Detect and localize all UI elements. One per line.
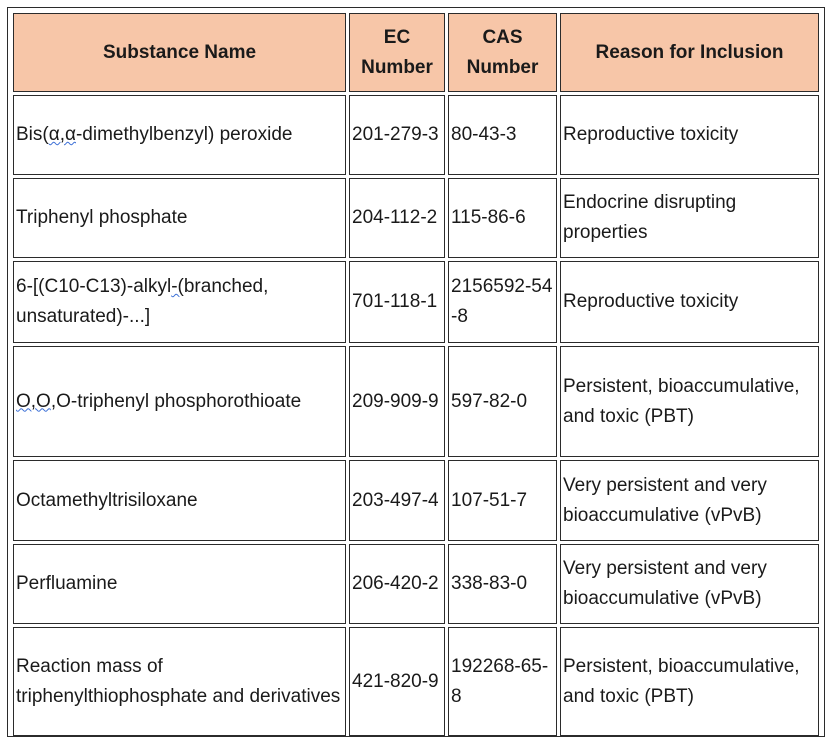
reason-cell[interactable]: Persistent, bioaccumulative, and toxic (PBT) <box>560 627 819 736</box>
ec-number-cell[interactable]: 206-420-2 <box>349 544 445 624</box>
substance-name-cell[interactable] <box>13 95 346 175</box>
name-text: Octamethyltrisiloxane <box>16 489 198 511</box>
cas-number-cell[interactable]: 2156592-54-8 <box>448 261 557 343</box>
cas-number-cell[interactable]: 107-51-7 <box>448 460 557 541</box>
cas-number-cell[interactable]: 115-86-6 <box>448 178 557 258</box>
spellcheck-marked-text: O,O <box>16 390 51 412</box>
ec-number-cell[interactable]: 209-909-9 <box>349 346 445 457</box>
table-row <box>13 178 819 258</box>
header-reason: Reason for Inclusion <box>560 13 819 92</box>
ec-number-cell[interactable]: 201-279-3 <box>349 95 445 175</box>
header-ec-number: EC Number <box>349 13 445 92</box>
ec-number-cell[interactable]: 701-118-1 <box>349 261 445 343</box>
reason-cell[interactable]: Very persistent and very bioaccumulative (vPvB) <box>560 460 819 541</box>
cas-number-cell[interactable]: 597-82-0 <box>448 346 557 457</box>
name-text: 6-[(C10-C13)-alkyl <box>16 276 172 297</box>
header-cas-number: CAS Number <box>448 13 557 92</box>
cas-number-cell[interactable]: 338-83-0 <box>448 544 557 624</box>
table-row <box>13 346 819 457</box>
spellcheck-marked-text: -( <box>171 276 184 297</box>
cas-number-cell[interactable]: 192268-65-8 <box>448 627 557 736</box>
substance-name-cell[interactable] <box>13 346 346 457</box>
name-text: ,O-triphenyl phosphorothioate <box>50 390 302 412</box>
ec-number-cell[interactable]: 421-820-9 <box>349 627 445 736</box>
name-text: Reaction mass of triphenylthiophosphate and derivatives <box>16 655 341 707</box>
reason-cell[interactable]: Reproductive toxicity <box>560 261 819 343</box>
substance-name-cell[interactable] <box>13 544 346 624</box>
table-header-row <box>13 13 819 92</box>
table-row <box>13 544 819 624</box>
table-row <box>13 627 819 736</box>
table-row <box>13 95 819 175</box>
substance-name-cell[interactable] <box>13 627 346 736</box>
table-row <box>13 261 819 343</box>
name-text: branched, unsaturated)-...] <box>16 276 269 327</box>
table-row <box>13 460 819 541</box>
name-text: Triphenyl phosphate <box>16 207 188 228</box>
reason-cell[interactable]: Persistent, bioaccumulative, and toxic (PBT) <box>560 346 819 457</box>
spellcheck-marked-text: α,α <box>48 124 76 145</box>
name-text: Bis( <box>16 124 49 145</box>
cas-number-cell[interactable]: 80-43-3 <box>448 95 557 175</box>
reason-cell[interactable]: Very persistent and very bioaccumulative (vPvB) <box>560 544 819 624</box>
reason-cell[interactable]: Endocrine disrupting properties <box>560 178 819 258</box>
substance-table <box>10 10 822 739</box>
substance-name-cell[interactable] <box>13 460 346 541</box>
substance-name-cell[interactable] <box>13 261 346 343</box>
ec-number-cell[interactable]: 204-112-2 <box>349 178 445 258</box>
name-text: -dimethylbenzyl) peroxide <box>75 124 293 145</box>
reason-cell[interactable]: Reproductive toxicity <box>560 95 819 175</box>
substance-table-container <box>7 7 825 737</box>
ec-number-cell[interactable]: 203-497-4 <box>349 460 445 541</box>
header-substance-name: Substance Name <box>13 13 346 92</box>
substance-name-cell[interactable] <box>13 178 346 258</box>
name-text: Perfluamine <box>16 573 118 594</box>
